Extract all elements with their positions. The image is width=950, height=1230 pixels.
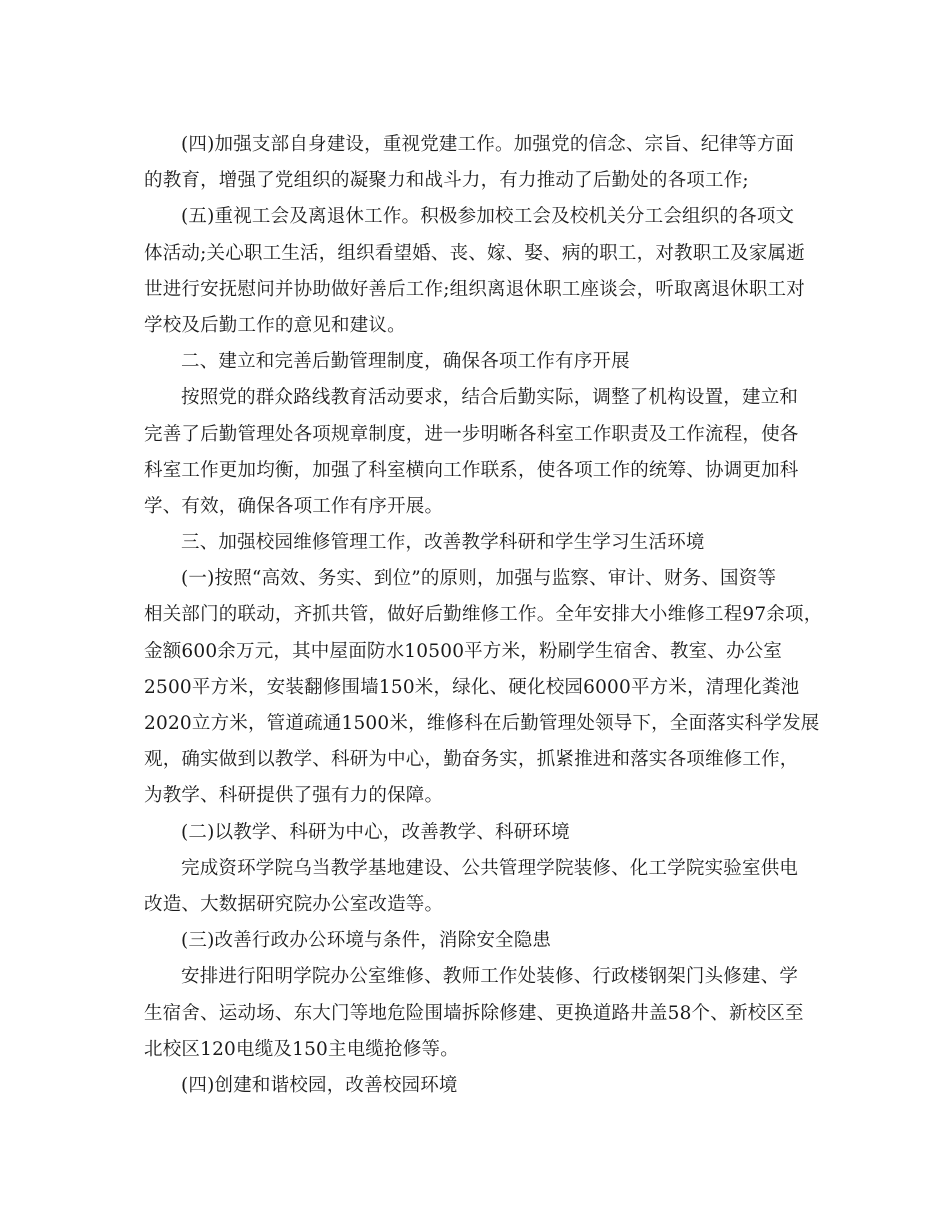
text-line: 学、有效，确保各项工作有序开展。: [144, 495, 444, 517]
text-line: 改造、大数据研究院办公室改造等。: [144, 893, 444, 915]
text-line: (五)重视工会及离退休工作。积极参加校工会及校机关分工会组织的各项文: [181, 206, 795, 228]
text-line: 学校及后勤工作的意见和建议。: [144, 314, 406, 336]
text-line: 完成资环学院乌当教学基地建设、公共管理学院装修、化工学院实验室供电: [181, 857, 799, 879]
text-line: 2020立方米，管道疏通1500米，维修科在后勤管理处领导下，全面落实科学发展: [144, 713, 820, 734]
text-line: (一)按照“高效、务实、到位”的原则，加强与监察、审计、财务、国资等: [181, 568, 777, 590]
text-line: 二、建立和完善后勤管理制度，确保各项工作有序开展: [181, 351, 630, 373]
text-line: (四)创建和谐校园，改善校园环境: [181, 1074, 458, 1096]
text-line: 为教学、科研提供了强有力的保障。: [144, 785, 444, 807]
text-line: 生宿舍、运动场、东大门等地危险围墙拆除修建、更换道路井盖58个、新校区至: [144, 1002, 804, 1024]
text-line: 金额600余万元，其中屋面防水10500平方米，粉刷学生宿舍、教室、办公室: [144, 640, 783, 662]
text-line: 的教育，增强了党组织的凝聚力和战斗力，有力推动了后勤处的各项工作;: [144, 170, 749, 192]
text-line: 世进行安抚慰问并协助做好善后工作;组织离退休职工座谈会，听取离退休职工对: [144, 278, 805, 300]
text-line: 北校区120电缆及150主电缆抢修等。: [144, 1038, 459, 1060]
text-line: 2500平方米，安装翻修围墙150米，绿化、硬化校园6000平方米，清理化粪池: [144, 676, 800, 698]
text-line: (四)加强支部自身建设，重视党建工作。加强党的信念、宗旨、纪律等方面: [181, 134, 795, 155]
text-line: 安排进行阳明学院办公室维修、教师工作处装修、行政楼钢架门头修建、学: [181, 966, 799, 988]
text-line: 科室工作更加均衡，加强了科室横向工作联系，使各项工作的统筹、协调更加科: [144, 459, 799, 481]
text-line: (三)改善行政办公环境与条件，消除安全隐患: [181, 930, 552, 952]
text-line: 观，确实做到以教学、科研为中心，勤奋务实，抓紧推进和落实各项维修工作，: [144, 749, 799, 771]
text-line: 三、加强校园维修管理工作，改善教学科研和学生学习生活环境: [181, 532, 705, 554]
text-line: 相关部门的联动，齐抓共管，做好后勤维修工作。全年安排大小维修工程97余项，: [144, 604, 823, 626]
document-body: [144, 127, 823, 1104]
text-line: (二)以教学、科研为中心，改善教学、科研环境: [181, 821, 570, 843]
text-line: 完善了后勤管理处各项规章制度，进一步明晰各科室工作职责及工作流程，使各: [144, 423, 799, 445]
text-line: 体活动;关心职工生活，组织看望婚、丧、嫁、娶、病的职工，对教职工及家属逝: [144, 242, 805, 264]
text-line: 按照党的群众路线教育活动要求，结合后勤实际，调整了机构设置，建立和: [181, 387, 799, 409]
